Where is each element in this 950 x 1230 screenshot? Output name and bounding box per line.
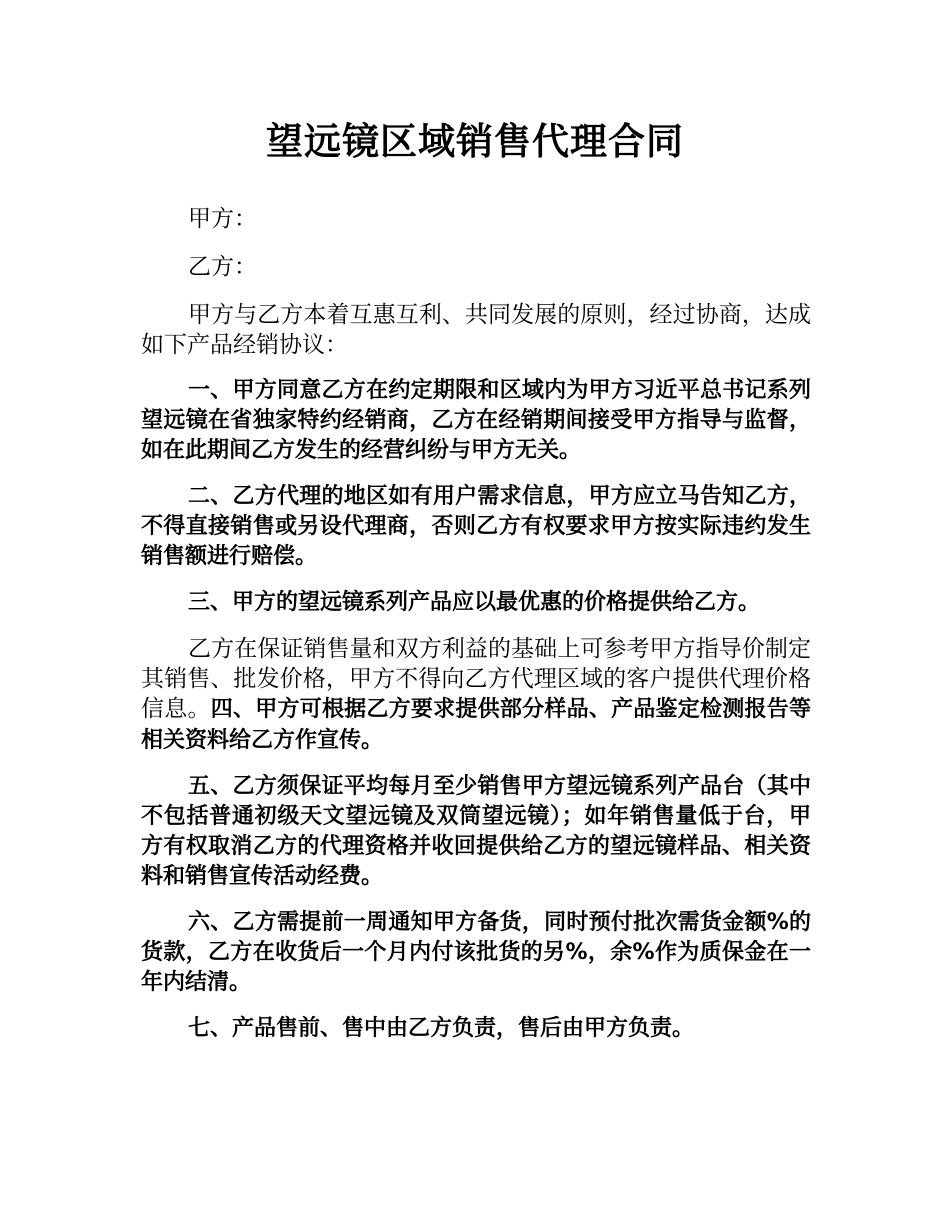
- clause-3-note-and-clause-4: [141, 634, 811, 756]
- clause-6: 六、乙方需提前一周通知甲方备货，同时预付批次需货金额%的货款，乙方在收货后一个月内付该批货的另%，余%作为质保金在一年内结清。: [141, 910, 811, 995]
- clause-7: 七、产品售前、售中由乙方负责，售后由甲方负责。: [188, 1016, 695, 1041]
- clause-1: 一、甲方同意乙方在约定期限和区域内为甲方习近平总书记系列望远镜在省独家特约经销商，乙方在经销期间接受甲方指导与监督，如在此期间乙方发生的经营纠纷与甲方无关。: [141, 378, 811, 463]
- party-b-line: 乙方：: [188, 254, 257, 280]
- party-a-line: 甲方：: [188, 206, 257, 232]
- document-body: [141, 204, 811, 1060]
- intro-paragraph: 甲方与乙方本着互惠互利、共同发展的原则，经过协商，达成如下产品经销协议：: [141, 302, 811, 358]
- clause-4: 四、甲方可根据乙方要求提供部分样品、产品鉴定检测报告等相关资料给乙方作宣传。: [141, 697, 811, 753]
- clause-3-note: 乙方在保证销售量和双方利益的基础上可参考甲方指导价制定其销售、批发价格，甲方不得向乙方代理区域的客户提供代理价格信息。: [141, 636, 811, 722]
- clause-2: 二、乙方代理的地区如有用户需求信息，甲方应立马告知乙方，不得直接销售或另设代理商，否则乙方有权要求甲方按实际违约发生销售额进行赔偿。: [141, 484, 811, 569]
- clause-5: 五、乙方须保证平均每月至少销售甲方望远镜系列产品台（其中不包括普通初级天文望远镜及双筒望远镜）；如年销售量低于台，甲方有权取消乙方的代理资格并收回提供给乙方的望远镜样品、相关资料和销售宣传活动经费。: [141, 774, 811, 889]
- document-title: 望远镜区域销售代理合同: [266, 120, 684, 163]
- clause-3: 三、甲方的望远镜系列产品应以最优惠的价格提供给乙方。: [188, 590, 761, 615]
